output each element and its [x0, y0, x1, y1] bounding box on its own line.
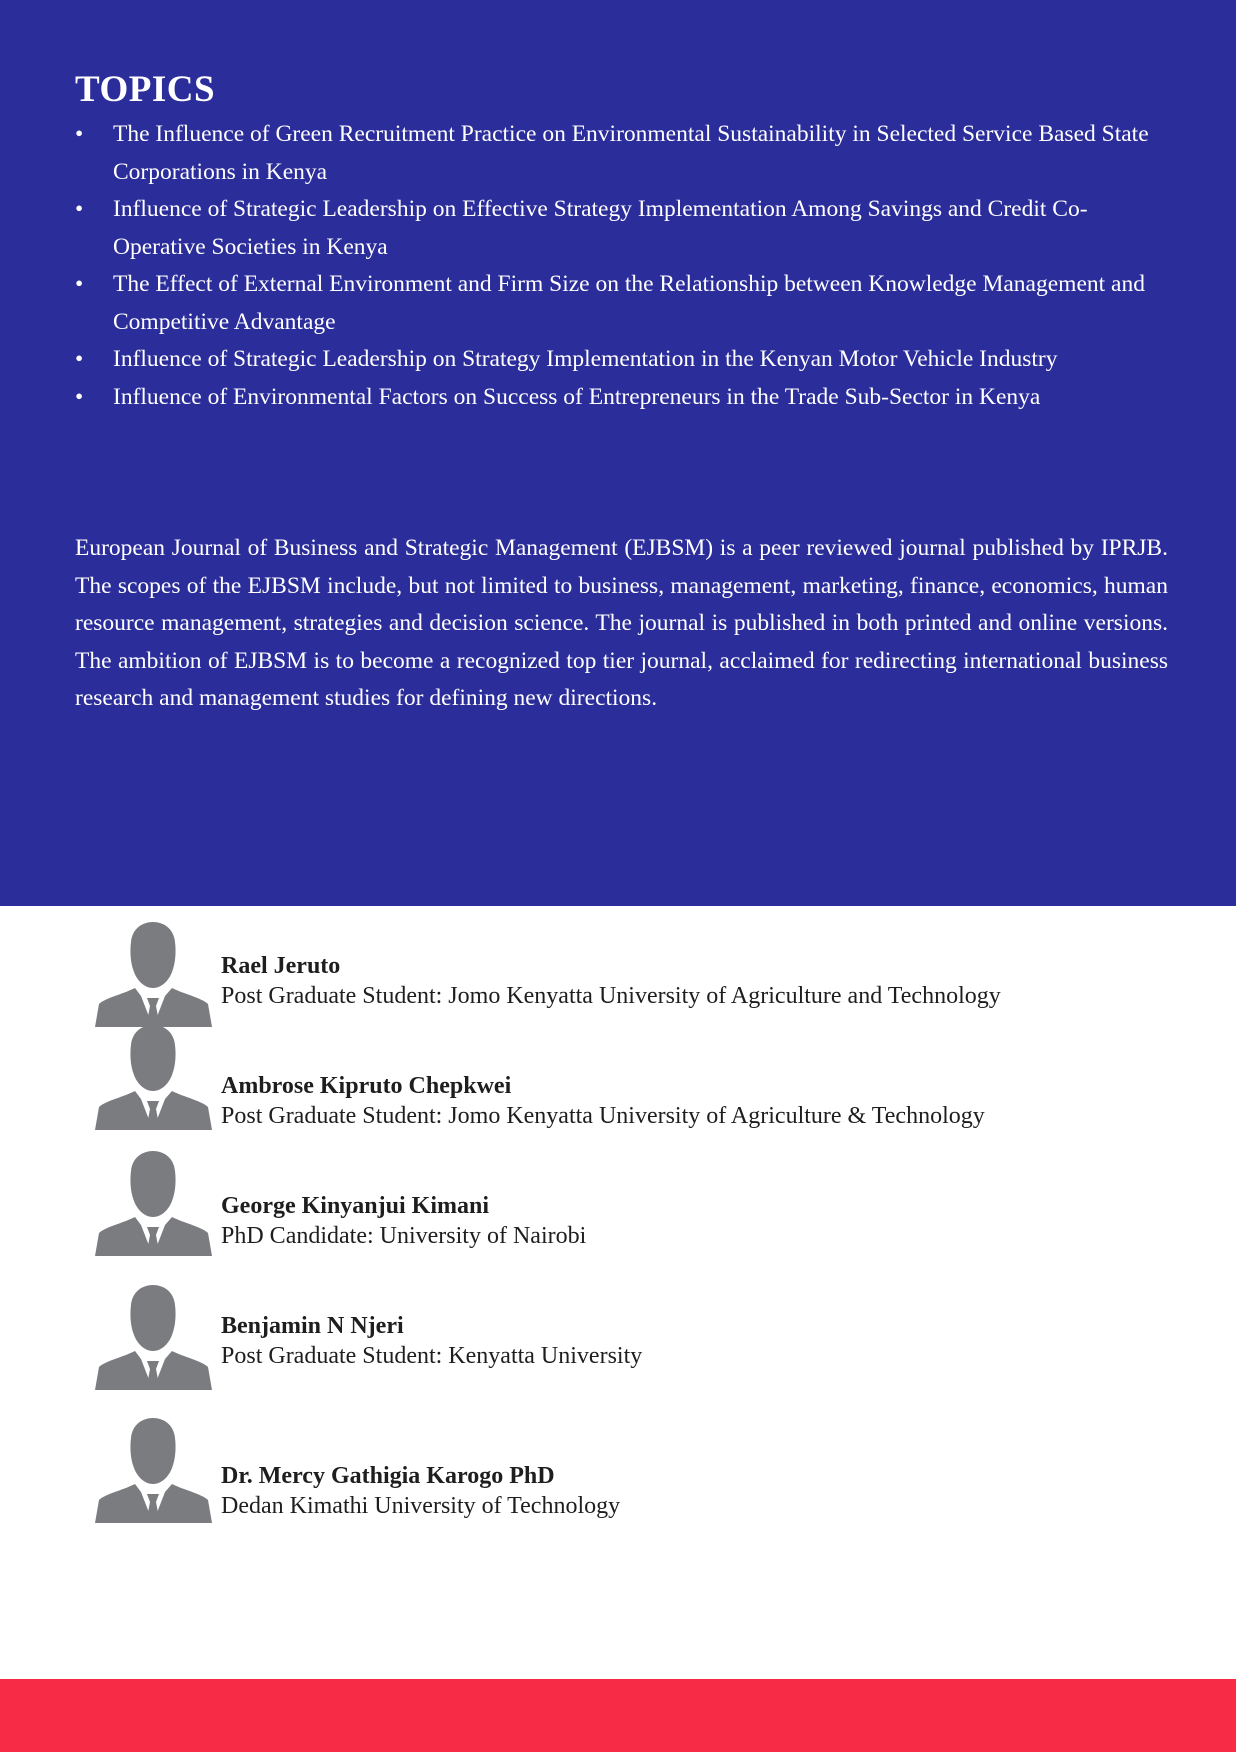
author-name: Ambrose Kipruto Chepkwei [221, 1073, 512, 1099]
author-affiliation: Post Graduate Student: Jomo Kenyatta University of Agriculture & Technology [221, 1103, 985, 1129]
author-affiliation: Dedan Kimathi University of Technology [221, 1493, 621, 1519]
author-name: Benjamin N Njeri [221, 1313, 404, 1339]
topic-text: Influence of Environmental Factors on Success of Entrepreneurs in the Trade Sub-Sector in Kenya [113, 383, 1041, 410]
author-name: George Kinyanjui Kimani [221, 1193, 490, 1219]
topic-item [75, 266, 1168, 341]
author-name: Dr. Mercy Gathigia Karogo PhD [221, 1463, 555, 1489]
topics-list [75, 116, 1168, 416]
journal-description: European Journal of Business and Strategic Management (EJBSM) is a peer reviewed journal published by IPRJB. The scopes of the EJBSM include, but not limited to business, management, marketing, finance, economics, human resource management, strategies and decision science. The journal is published in both printed and online versions. The ambition of EJBSM is to become a recognized top tier journal, acclaimed for redirecting international business research and management studies for defining new directions. [75, 535, 1168, 712]
author-affiliation: Post Graduate Student: Jomo Kenyatta University of Agriculture and Technology [221, 983, 1001, 1009]
author-name: Rael Jeruto [221, 953, 341, 979]
bullet-icon: • [75, 121, 84, 147]
topic-item [75, 341, 1168, 379]
person-silhouette-icon [95, 1151, 212, 1256]
topic-text: Influence of Strategic Leadership on Strategy Implementation in the Kenyan Motor Vehicle Industry [113, 346, 1058, 372]
bullet-icon: • [75, 271, 84, 297]
author-affiliation: Post Graduate Student: Kenyatta University [221, 1343, 643, 1369]
topic-item [75, 116, 1168, 191]
topics-heading: TOPICS [75, 69, 216, 110]
topic-text: The Influence of Green Recruitment Practice on Environmental Sustainability in Selected Service Based State Corporations in Kenya [113, 121, 1149, 185]
author-text [221, 951, 1001, 1011]
bullet-icon: • [75, 196, 84, 222]
author-text [221, 1461, 620, 1521]
author-text [221, 1071, 985, 1131]
person-silhouette-icon [95, 1285, 212, 1390]
author-text [221, 1311, 642, 1371]
person-silhouette-icon [95, 922, 212, 1027]
topic-text: Influence of Strategic Leadership on Effective Strategy Implementation Among Savings and Credit Co-Operative Societies in Kenya [113, 196, 1088, 260]
author-affiliation: PhD Candidate: University of Nairobi [221, 1223, 587, 1249]
footer-bar [0, 1679, 1236, 1752]
bullet-icon: • [75, 383, 84, 410]
topic-item [75, 379, 1168, 417]
person-silhouette-icon [95, 1025, 212, 1130]
topic-item [75, 191, 1168, 266]
person-silhouette-icon [95, 1418, 212, 1523]
bullet-icon: • [75, 346, 84, 372]
topic-text: The Effect of External Environment and Firm Size on the Relationship between Knowledge Management and Competitive Advantage [113, 271, 1145, 335]
author-text [221, 1191, 586, 1251]
